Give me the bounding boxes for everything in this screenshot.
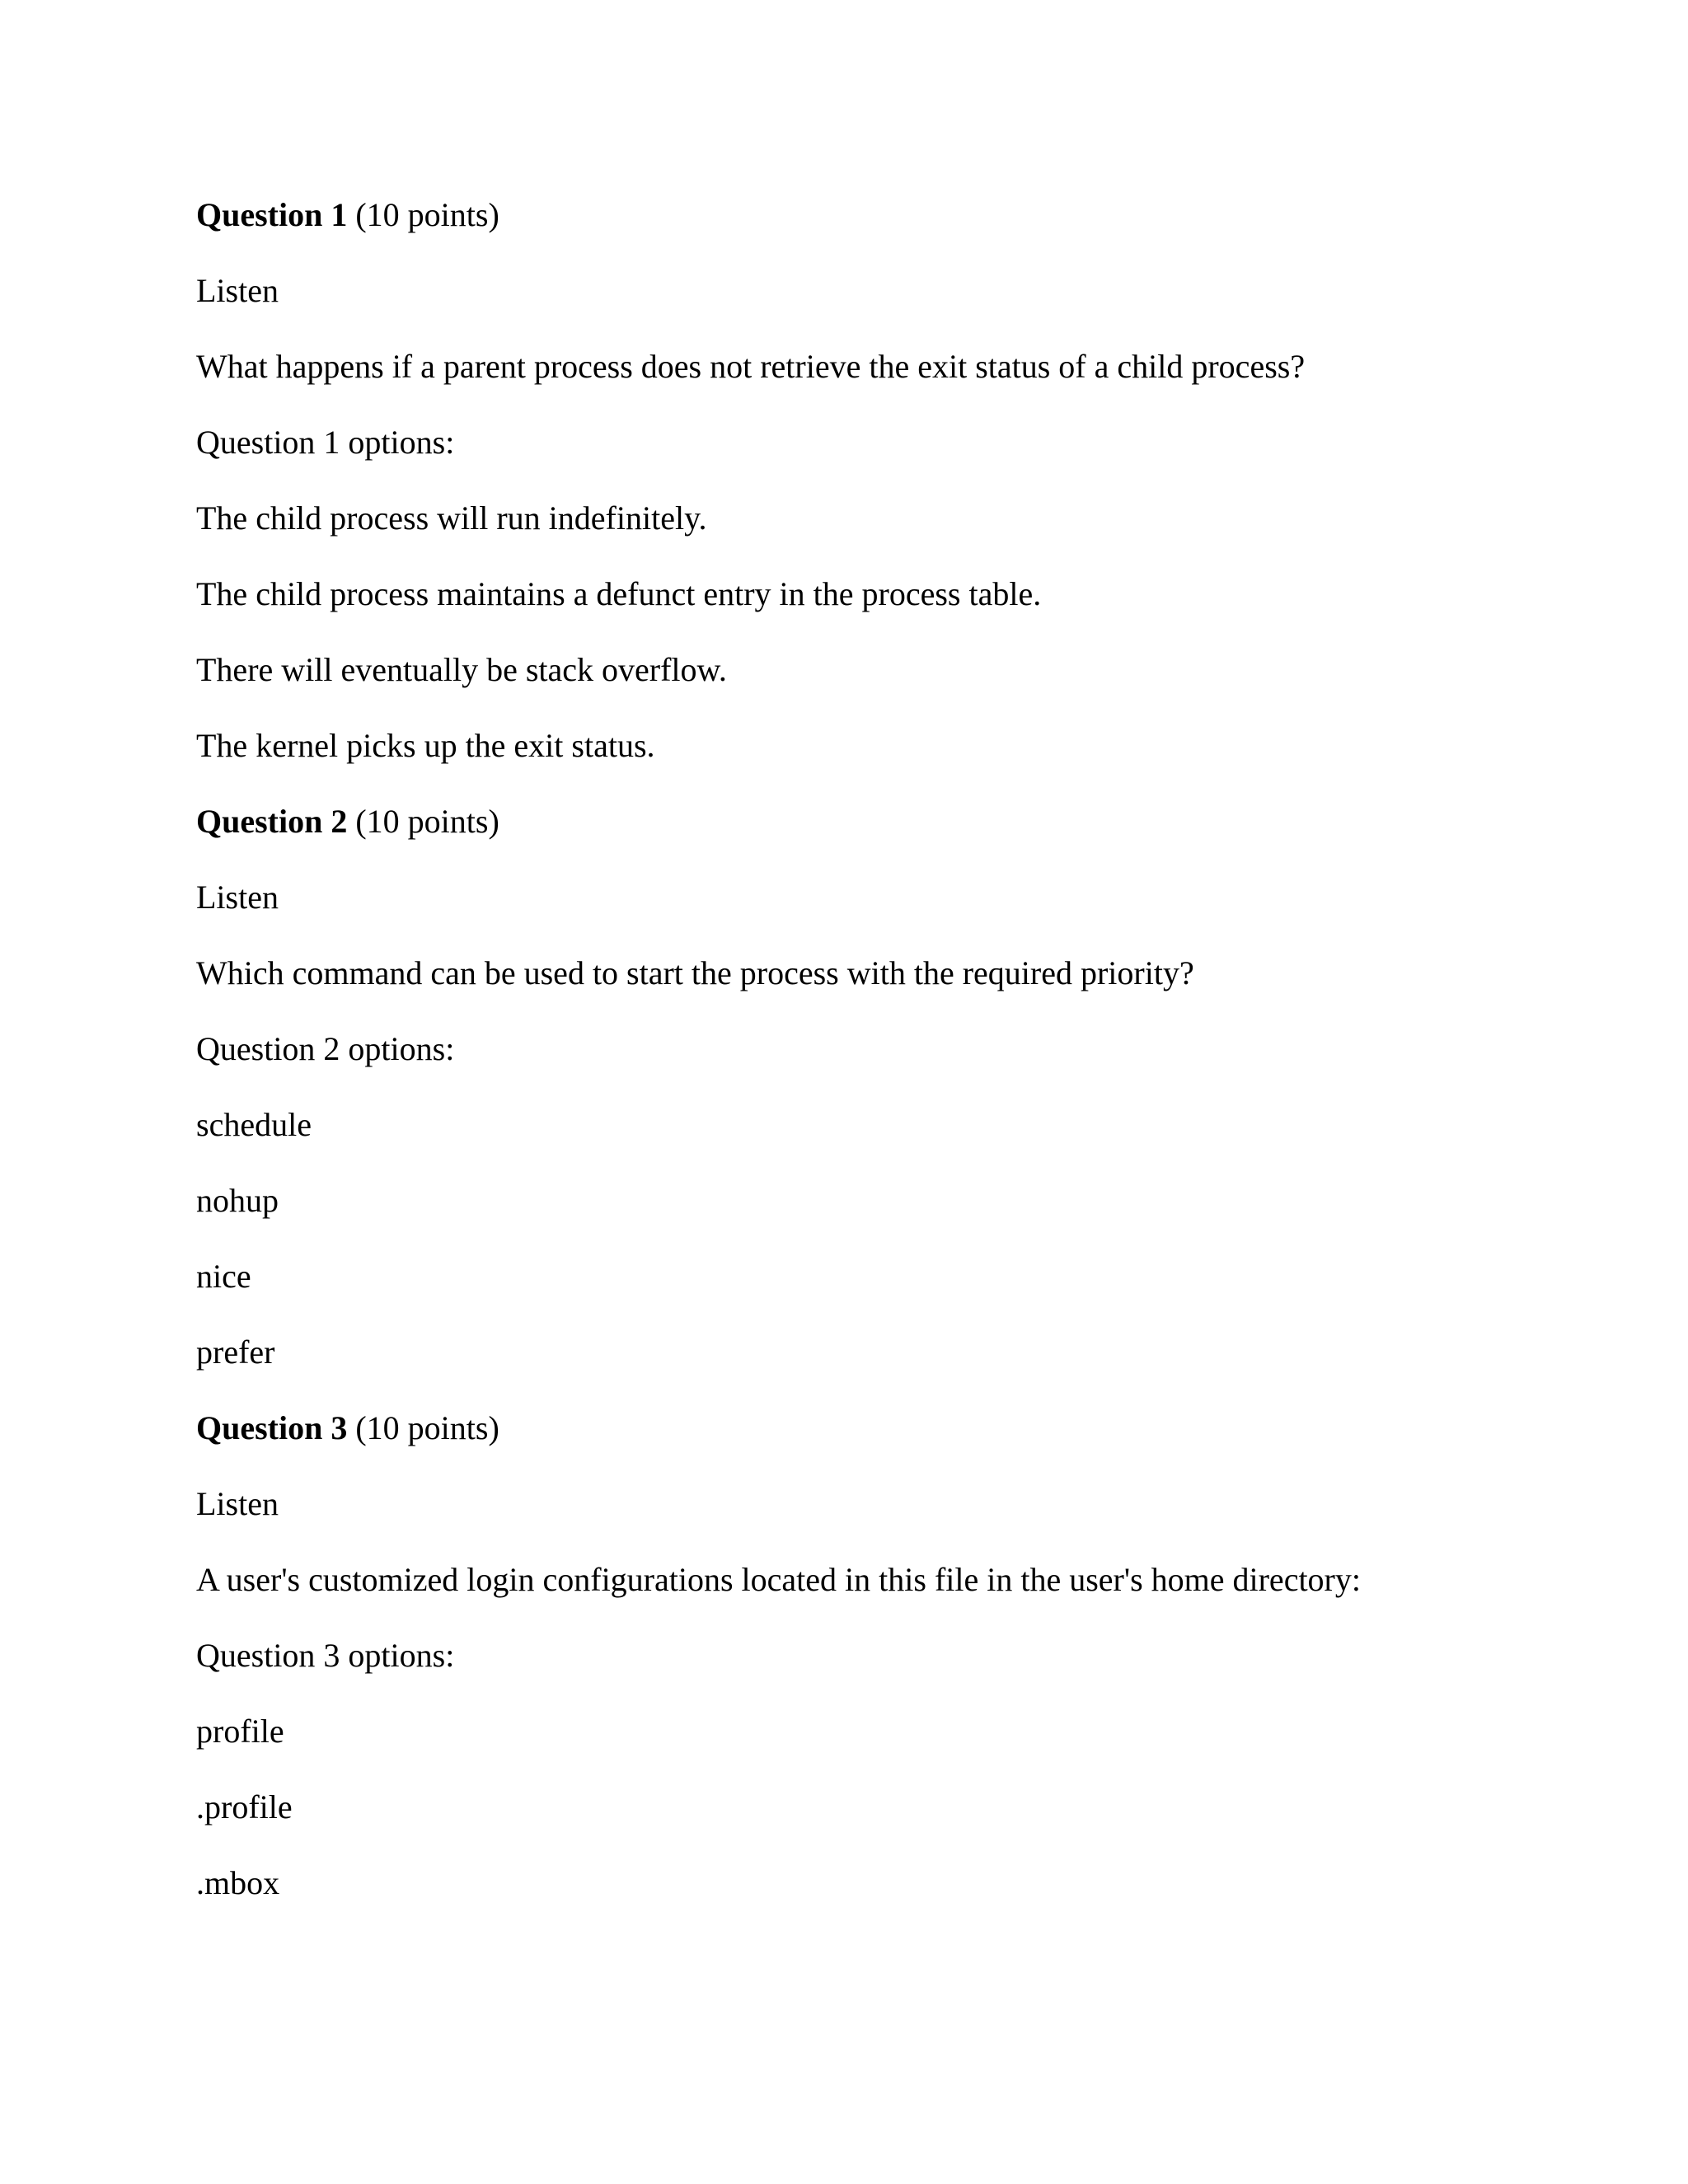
question-1-option-3[interactable]: There will eventually be stack overflow. bbox=[196, 651, 727, 688]
question-1-option-2[interactable]: The child process maintains a defunct entry in the process table. bbox=[196, 575, 1042, 612]
question-2-option-3[interactable]: nice bbox=[196, 1258, 251, 1295]
question-2-prompt: Which command can be used to start the process with the required priority? bbox=[196, 954, 1194, 991]
question-3-title: Question 3 bbox=[196, 1409, 348, 1446]
question-1-option-4[interactable]: The kernel picks up the exit status. bbox=[196, 727, 655, 764]
question-3-listen[interactable]: Listen bbox=[196, 1485, 279, 1522]
question-2-options-label: Question 2 options: bbox=[196, 1030, 455, 1067]
question-1-title: Question 1 bbox=[196, 196, 348, 233]
question-3-option-1[interactable]: profile bbox=[196, 1713, 284, 1750]
question-3-option-3[interactable]: .mbox bbox=[196, 1864, 280, 1901]
question-2-option-4[interactable]: prefer bbox=[196, 1333, 275, 1371]
question-3-option-2[interactable]: .profile bbox=[196, 1788, 293, 1825]
question-2-listen[interactable]: Listen bbox=[196, 879, 279, 916]
question-1-points: (10 points) bbox=[355, 196, 499, 233]
question-2-option-2[interactable]: nohup bbox=[196, 1182, 279, 1219]
question-2-points: (10 points) bbox=[355, 803, 499, 840]
question-1-heading bbox=[196, 194, 499, 236]
question-2-heading bbox=[196, 801, 499, 842]
question-2-title: Question 2 bbox=[196, 803, 348, 840]
question-1-prompt: What happens if a parent process does not retrieve the exit status of a child process? bbox=[196, 348, 1306, 385]
question-3-heading bbox=[196, 1408, 499, 1449]
question-1-option-1[interactable]: The child process will run indefinitely. bbox=[196, 499, 707, 537]
question-3-prompt: A user's customized login configurations located in this file in the user's home directory: bbox=[196, 1561, 1361, 1598]
question-1-listen[interactable]: Listen bbox=[196, 272, 279, 309]
question-2-option-1[interactable]: schedule bbox=[196, 1106, 312, 1143]
question-1-options-label: Question 1 options: bbox=[196, 424, 455, 461]
question-3-points: (10 points) bbox=[355, 1409, 499, 1446]
question-3-options-label: Question 3 options: bbox=[196, 1637, 455, 1674]
